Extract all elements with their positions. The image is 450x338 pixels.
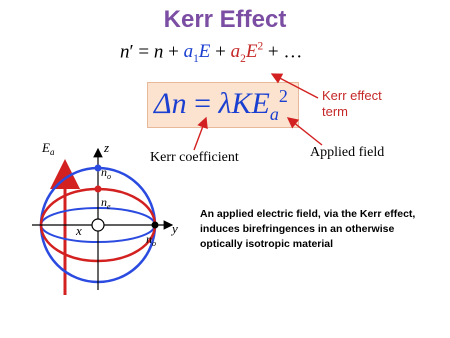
a1-symbol: a xyxy=(183,41,194,63)
no-dot-right xyxy=(152,222,159,229)
x-label: x xyxy=(76,223,82,238)
ne-label: $n_e$ xyxy=(101,195,111,211)
applied-field-label: Applied field xyxy=(310,145,385,160)
n-symbol: n xyxy=(153,41,164,63)
ne-dot xyxy=(95,186,102,193)
n-prime-symbol: n xyxy=(120,41,130,63)
slide-title: Kerr Effect xyxy=(163,6,287,33)
z-label: z xyxy=(104,140,110,155)
x-axis-origin xyxy=(92,219,104,231)
plus-sign: + xyxy=(163,41,184,63)
a2-symbol: a xyxy=(230,41,241,63)
kerr-description: An applied electric field, via the Kerr effect, induces birefringences in an otherwise optically isotropic material xyxy=(200,208,416,250)
e1-symbol: E xyxy=(198,41,211,63)
index-ellipsoid-diagram xyxy=(0,135,200,338)
a1-subscript: 1 xyxy=(193,53,199,66)
delta-n-symbol: Δn xyxy=(154,87,187,120)
e-superscript: 2 xyxy=(278,86,288,106)
kerr-coefficient-label: Kerr coefficient xyxy=(150,150,239,165)
e2-symbol: E xyxy=(245,41,258,63)
ea-label: $E_a$ xyxy=(42,140,55,157)
no-label-top: $n_o$ xyxy=(101,165,111,181)
e2-superscript: 2 xyxy=(257,41,264,53)
lambda-symbol: λ xyxy=(218,87,232,120)
prime-mark: ′ xyxy=(129,41,134,63)
plus-sign-2: + xyxy=(210,41,231,63)
ellipsis-term: + … xyxy=(263,41,303,63)
arrow-to-quadratic-term xyxy=(272,74,318,98)
e-symbol: E xyxy=(251,87,270,120)
k-symbol: K xyxy=(231,87,252,120)
equals-sign: = xyxy=(186,87,219,120)
no-label-right: $n_o$ xyxy=(146,232,156,248)
kerr-effect-term-label: Kerr effect term xyxy=(322,88,382,119)
a2-subscript: 2 xyxy=(240,53,246,66)
arrow-to-applied-field xyxy=(288,118,322,145)
y-label: y xyxy=(172,221,178,236)
e-subscript: a xyxy=(269,104,279,124)
equals-sign: = xyxy=(133,41,154,63)
